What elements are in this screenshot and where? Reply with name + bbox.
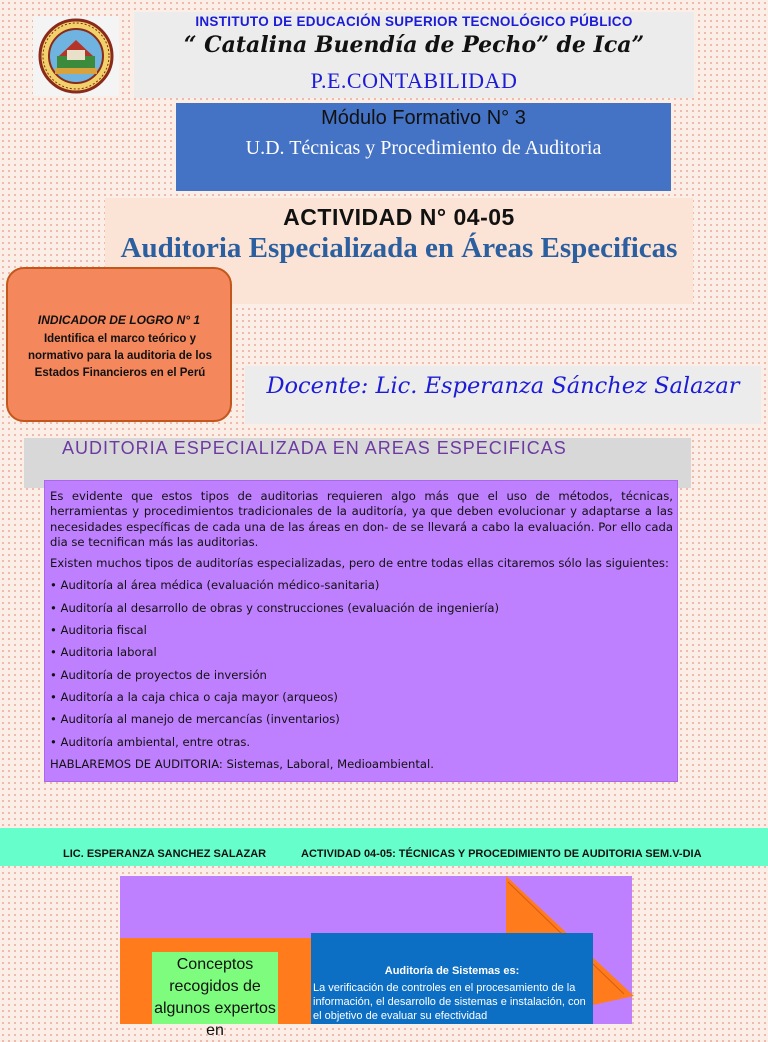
footer-author: LIC. ESPERANZA SANCHEZ SALAZAR <box>63 848 267 860</box>
list-item: • Auditoria fiscal <box>50 623 147 638</box>
activity-title: Auditoria Especializada en Áreas Especificas <box>120 232 678 264</box>
kinds-intro: Existen muchos tipos de auditorías especializadas, pero de entre todas ellas citaremos sólo las siguientes: <box>50 556 669 571</box>
section-title: AUDITORIA ESPECIALIZADA EN AREAS ESPECIFICAS <box>62 438 567 458</box>
activity-number: ACTIVIDAD N° 04-05 <box>283 204 515 230</box>
footer-band <box>0 828 768 866</box>
list-item: • Auditoría al desarrollo de obras y construcciones (evaluación de ingeniería) <box>50 600 499 615</box>
institution-seal-icon <box>33 16 119 96</box>
header-banner <box>134 12 694 98</box>
list-item: • Auditoría de proyectos de inversión <box>50 667 267 682</box>
list-item: • Auditoría a la caja chica o caja mayor (arqueos) <box>50 689 338 704</box>
module-box <box>176 103 671 191</box>
list-item: • Auditoría al área médica (evaluación médico-sanitaria) <box>50 578 380 593</box>
list-item: • Auditoría ambiental, entre otras. <box>50 734 251 749</box>
audit-kinds-list <box>50 578 673 749</box>
closing-line: HABLAREMOS DE AUDITORIA: Sistemas, Laboral, Medioambiental. <box>50 756 434 771</box>
institution-title: INSTITUTO DE EDUCACIÓN SUPERIOR TECNOLÓGICO PÚBLICO <box>195 14 633 29</box>
systems-audit-box <box>311 933 593 1024</box>
systems-audit-title: Auditoría de Sistemas es: <box>384 965 520 977</box>
program-name: P.E.CONTABILIDAD <box>310 68 518 93</box>
module-title: Módulo Formativo N° 3 <box>321 107 526 129</box>
content-box <box>44 480 678 782</box>
institution-name: “ Catalina Buendía de Pecho” de Ica” <box>183 32 645 58</box>
teacher-banner <box>245 366 761 424</box>
didactic-unit-title: U.D. Técnicas y Procedimiento de Auditoria <box>245 137 602 159</box>
achievement-indicator-box <box>6 267 232 422</box>
footer-activity: ACTIVIDAD 04-05: TÉCNICAS Y PROCEDIMIENTO DE AUDITORIA SEM.V-DIA <box>301 848 702 860</box>
list-item: • Auditoría al manejo de mercancías (inventarios) <box>50 712 340 727</box>
intro-paragraph: Es evidente que estos tipos de auditorias requieren algo más que el uso de métodos, técnicas, herramientas y procedimientos tradicionales de la auditoría, ya que deben evolucionar y adaptarse a las necesidades específicas de cada una de las áreas en don- de se llevará a cabo la evaluación. Por ello cada dia se tecnifican más las auditorias. <box>50 489 673 549</box>
indicator-text: Identifica el marco teórico y normativo para la auditoria de los Estados Financieros en el Perú <box>27 333 213 379</box>
list-item: • Auditoria laboral <box>50 645 157 660</box>
systems-audit-text: La verificación de controles en el procesamiento de la información, el desarrollo de sistemas e instalación, con el objetivo de evaluar su efectividad <box>313 982 586 1022</box>
indicator-title: INDICADOR DE LOGRO N° 1 <box>37 313 201 327</box>
teacher-name: Docente: Lic. Esperanza Sánchez Salazar <box>266 373 740 399</box>
concepts-box: Conceptos recogidos de algunos expertos en <box>152 952 278 1024</box>
